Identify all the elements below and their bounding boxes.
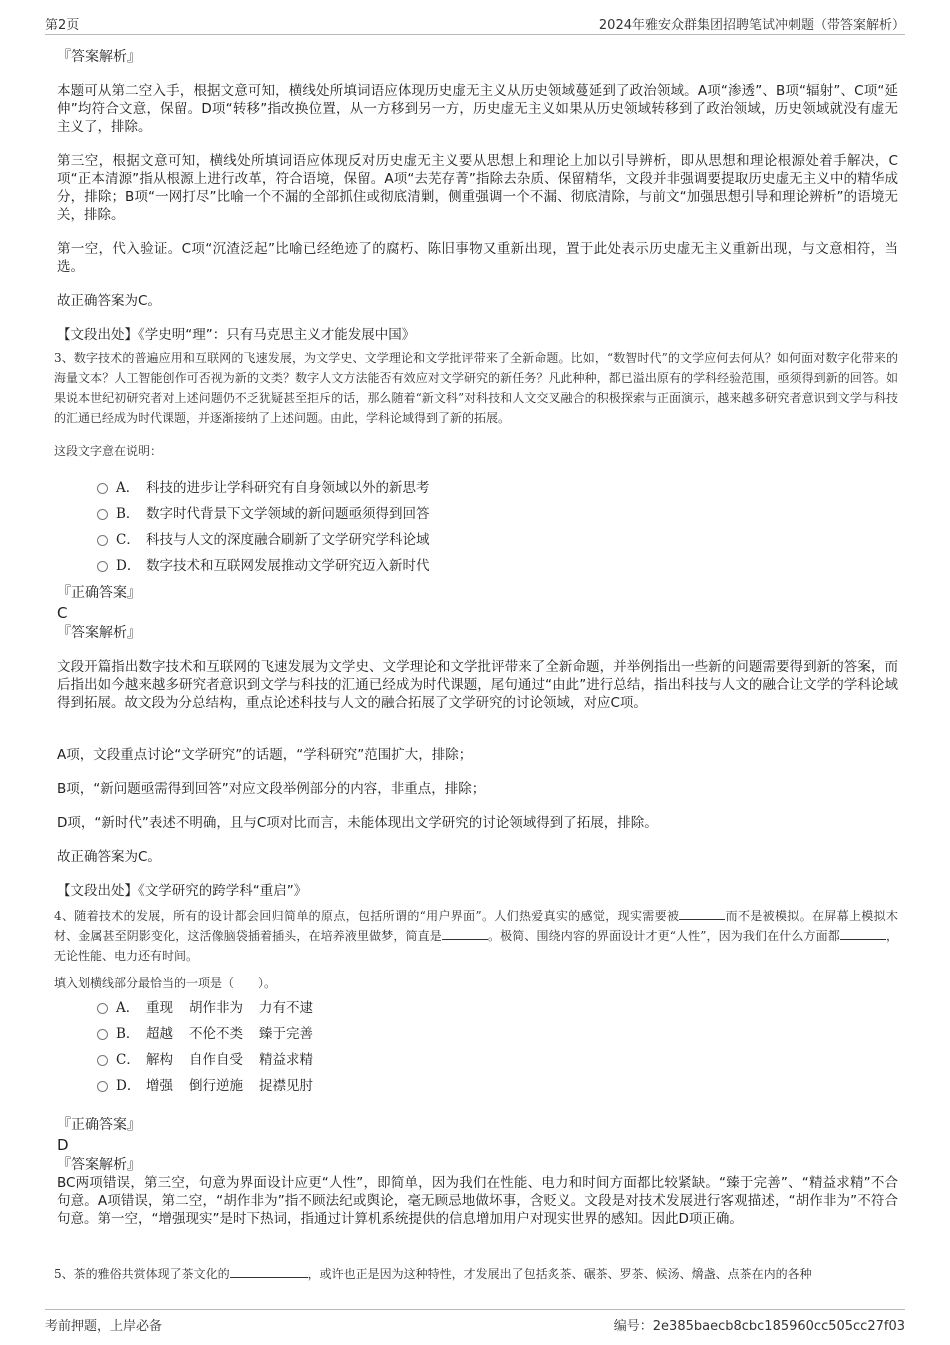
q2-analysis-p1: 本题可从第二空入手，根据文意可知，横线处所填词语应体现历史虚无主义从历史领域蔓延到了政治领域。A项“渗透”、B项“辐射”、C项“延伸”均符合文意，保留。D项“转移”指改换位置，从一方移到另一方，历史虚无主义如果从历史领域转移到了政治领域，历史领域就没有虚无主义了，排除。 — [57, 83, 898, 135]
q4-answer-label: 『正确答案』 — [57, 1117, 141, 1133]
q2-analysis-label: 『答案解析』 — [57, 49, 141, 65]
q3-option-a[interactable]: A． 科技的进步让学科研究有自身领域以外的新思考 — [97, 476, 430, 498]
q3-stem: 3、数字技术的普遍应用和互联网的飞速发展，为文学史、文学理论和文学批评带来了全新命题。比如，“数智时代”的文学应何去何从？如何面对数字化带来的海量文本？人工智能创作可否视为新的文类？数字人文方法能否有效应对文学研究的新任务？凡此种种，都已溢出原有的学科经验范围，亟须得到新的回答。如果说本世纪初研究者对上述问题仍不乏犹疑甚至拒斥的话，那么随着“新文科”对科技和人文交叉融合的积极探索与正面演示，越来越多研究者意识到文学与科技的汇通已经成为时代课题，并逐渐接纳了上述问题。由此，学科论域得到了新的拓展。 — [54, 351, 898, 425]
radio-icon[interactable] — [97, 483, 108, 494]
q3-analysis-label: 『答案解析』 — [57, 625, 141, 641]
q2-source: 【文段出处】《学史明“理”：只有马克思主义才能发展中国》 — [57, 327, 416, 343]
q3-conclusion: 故正确答案为C。 — [57, 849, 161, 865]
q2-analysis-p2: 第三空，根据文意可知，横线处所填词语应体现反对历史虚无主义要从思想上和理论上加以引导辨析，即从思想和理论根源处着手解决，C项“正本清源”指从根源上进行改革，符合语境，保留。A项“去芜存菁”指除去杂质、保留精华，文段并非强调要提取历史虚无主义中的精华成分，排除；B项“一网打尽”比喻一个不漏的全部抓住或彻底清剿，侧重强调一个不漏、彻底清除，与前文“加强思想引导和理论辨析”的语境无关，排除。 — [57, 153, 898, 223]
radio-icon[interactable] — [97, 1055, 108, 1066]
radio-icon[interactable] — [97, 1029, 108, 1040]
radio-icon[interactable] — [97, 509, 108, 520]
page-number: 第2页 — [45, 18, 80, 33]
q4-prompt: 填入划横线部分最恰当的一项是（ ）。 — [54, 976, 277, 990]
q4-option-d[interactable]: D． 增强 倒行逆施 捉襟见肘 — [97, 1074, 329, 1096]
q3-analysis-p1: 文段开篇指出数字技术和互联网的飞速发展为文学史、文学理论和文学批评带来了全新命题，并举例指出一些新的问题需要得到新的答案，而后指出如今越来越多研究者意识到文学与科技的汇通已经成为时代课题，尾句通过“由此”进行总结，指出科技与人文的融合让文学的学科论域得到拓展。故文段为分总结构，重点论述科技与人文的融合拓展了文学研究的讨论领域，对应C项。 — [57, 659, 898, 711]
q4-option-c[interactable]: C． 解构 自作自受 精益求精 — [97, 1048, 329, 1070]
q3-source: 【文段出处】《文学研究的跨学科“重启”》 — [57, 883, 308, 899]
q2-analysis-p3: 第一空，代入验证。C项“沉渣泛起”比喻已经绝迹了的腐朽、陈旧事物又重新出现，置于此处表示历史虚无主义重新出现，与文意相符，当选。 — [57, 241, 898, 275]
footer-slogan: 考前押题，上岸必备 — [45, 1319, 163, 1334]
q3-analysis-p2: A项，文段重点讨论“文学研究”的话题，“学科研究”范围扩大，排除； — [57, 747, 473, 763]
q3-option-c[interactable]: C． 科技与人文的深度融合刷新了文学研究学科论域 — [97, 528, 430, 550]
q3-prompt: 这段文字意在说明： — [54, 444, 163, 458]
fill-blank — [679, 907, 725, 920]
radio-icon[interactable] — [97, 1003, 108, 1014]
q3-option-d[interactable]: D． 数字技术和互联网发展推动文学研究迈入新时代 — [97, 554, 430, 576]
q3-answer-label: 『正确答案』 — [57, 585, 141, 601]
q4-stem: 4、随着技术的发展，所有的设计都会回归简单的原点，包括所谓的“用户界面”。人们热爱真实的感觉，现实需要被 而不是被模拟。在屏幕上模拟木材、金属甚至阴影变化，这活像脑袋插着插头，在培养液里做梦，简直是 。极简、围绕内容的界面设计才更“人性”，因为我们在什么方面都 ，无论性能、电力还有时间。 — [54, 909, 898, 963]
page-footer — [45, 1309, 905, 1336]
page-header — [45, 14, 905, 35]
q3-answer: C — [57, 604, 68, 622]
q4-analysis: BC两项错误，第三空，句意为界面设计应更“人性”，即简单，因为我们在性能、电力和时间方面都比较紧缺。“臻于完善”、“精益求精”不合句意。A项错误，第二空，“胡作非为”指不顾法纪或舆论，毫无顾忌地做坏事，含贬义。文段是对技术发展进行客观描述，“胡作非为”不符合句意。第一空，“增强现实”是时下热词，指通过计算机系统提供的信息增加用户对现实世界的感知。因此D项正确。 — [57, 1175, 898, 1227]
q3-analysis-p3: B项，“新问题亟需得到回答”对应文段举例部分的内容，非重点，排除； — [57, 781, 486, 797]
q4-option-a[interactable]: A． 重现 胡作非为 力有不逮 — [97, 996, 329, 1018]
q3-option-b[interactable]: B． 数字时代背景下文学领域的新问题亟须得到回答 — [97, 502, 430, 524]
q4-option-b[interactable]: B． 超越 不伦不类 臻于完善 — [97, 1022, 329, 1044]
radio-icon[interactable] — [97, 1081, 108, 1092]
q4-analysis-label: 『答案解析』 — [57, 1157, 141, 1173]
document-id: 编号：2e385baecb8cbc185960cc505cc27f03 — [613, 1319, 905, 1334]
fill-blank — [840, 927, 886, 940]
q4-answer: D — [57, 1136, 69, 1154]
q2-conclusion: 故正确答案为C。 — [57, 293, 161, 309]
radio-icon[interactable] — [97, 535, 108, 546]
q5-stem: 5、茶的雅俗共赏体现了茶文化的 ，或许也正是因为这种特性，才发展出了包括炙茶、碾茶、罗茶、候汤、熁盏、点茶在内的各种 — [54, 1267, 812, 1281]
fill-blank — [442, 927, 488, 940]
q3-analysis-p4: D项，“新时代”表述不明确，且与C项对比而言，未能体现出文学研究的讨论领域得到了拓展，排除。 — [57, 815, 658, 831]
document-title: 2024年雅安众群集团招聘笔试冲刺题（带答案解析） — [598, 18, 905, 33]
fill-blank — [230, 1265, 308, 1278]
radio-icon[interactable] — [97, 561, 108, 572]
